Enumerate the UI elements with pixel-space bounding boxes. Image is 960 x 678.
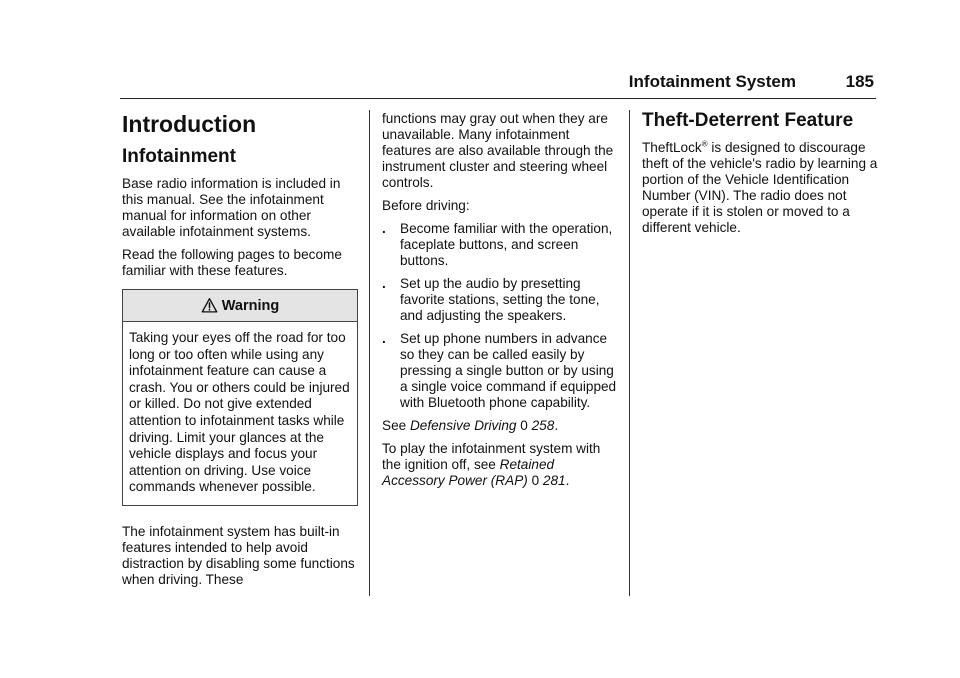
bullet-mark: . (382, 221, 386, 236)
read-pages-paragraph: Read the following pages to become familiar with these features. (122, 247, 342, 278)
column-2 (382, 111, 618, 496)
bullet-mark: . (382, 276, 386, 291)
defensive-driving-link[interactable]: Defensive Driving (409, 418, 517, 433)
before-driving-label: Before driving: (382, 198, 470, 213)
see-prefix: See (382, 418, 407, 433)
period: . (554, 418, 559, 433)
ignition-off-paragraph (382, 441, 618, 489)
registered-mark: ® (701, 139, 708, 149)
page-ref-number: 281 (542, 473, 566, 488)
list-item-text: Set up the audio by presetting favorite stations, setting the tone, and adjusting the speakers. (400, 276, 600, 323)
warning-triangle-icon (201, 297, 218, 314)
page-ref-number: 258 (531, 418, 555, 433)
period: . (565, 473, 570, 488)
list-item-text: Set up phone numbers in advance so they can be called easily by pressing a single button or by using a single voice command if equipped with Bluetooth phone capability. (400, 331, 617, 410)
section-heading-infotainment: Infotainment (122, 146, 236, 167)
warning-text: Taking your eyes off the road for too long or too often while using any infotainment feature can cause a crash. You or others could be injured or killed. Do not give extended attention to infotainment tasks while driving. Limit your glances at the vehicle displays and focus your attention on driving. Use voice commands whenever possible. (129, 330, 350, 495)
list-item (382, 221, 618, 269)
list-item (382, 276, 618, 324)
theftlock-paragraph (642, 140, 878, 236)
column-3 (642, 110, 878, 243)
warning-title: Warning (221, 297, 280, 314)
page-number: 185 (845, 72, 874, 91)
column-divider-2 (629, 110, 630, 596)
running-header (120, 70, 876, 99)
see-reference-paragraph (382, 418, 618, 434)
ignition-off-text: To play the infotainment system with the ignition off, see (382, 441, 601, 472)
intro-paragraph: Base radio information is included in this manual. See the infotainment manual for information on other available infotainment systems. (122, 176, 341, 239)
theftlock-text: is designed to discourage theft of the vehicle's radio by learning a portion of the Vehicle Identification Number (VIN). The radio does not operate if it is stolen or moved to a different vehicle. (642, 140, 878, 235)
column-1 (122, 110, 358, 595)
bullet-mark: . (382, 331, 386, 346)
distraction-paragraph: The infotainment system has built-in features intended to help avoid distraction by disabling some functions when driving. These (122, 523, 355, 587)
brand-name: TheftLock (642, 140, 702, 155)
rap-link[interactable]: Retained Accessory Power (RAP) (382, 457, 555, 488)
section-heading-theft-deterrent: Theft-Deterrent Feature (642, 110, 854, 131)
list-item-text: Become familiar with the operation, faceplate buttons, and screen buttons. (400, 221, 613, 268)
warning-header (123, 290, 357, 322)
section-title: Infotainment System (628, 72, 796, 91)
warning-box (122, 289, 358, 506)
page-title: Introduction (122, 111, 257, 137)
column-divider-1 (369, 110, 370, 596)
gray-out-paragraph: functions may gray out when they are unavailable. Many infotainment features are also available through the instrument cluster and steering wheel controls. (382, 111, 614, 190)
page-ref-icon: 0 (531, 473, 540, 488)
list-item (382, 331, 618, 411)
page-ref-icon: 0 (520, 418, 528, 433)
